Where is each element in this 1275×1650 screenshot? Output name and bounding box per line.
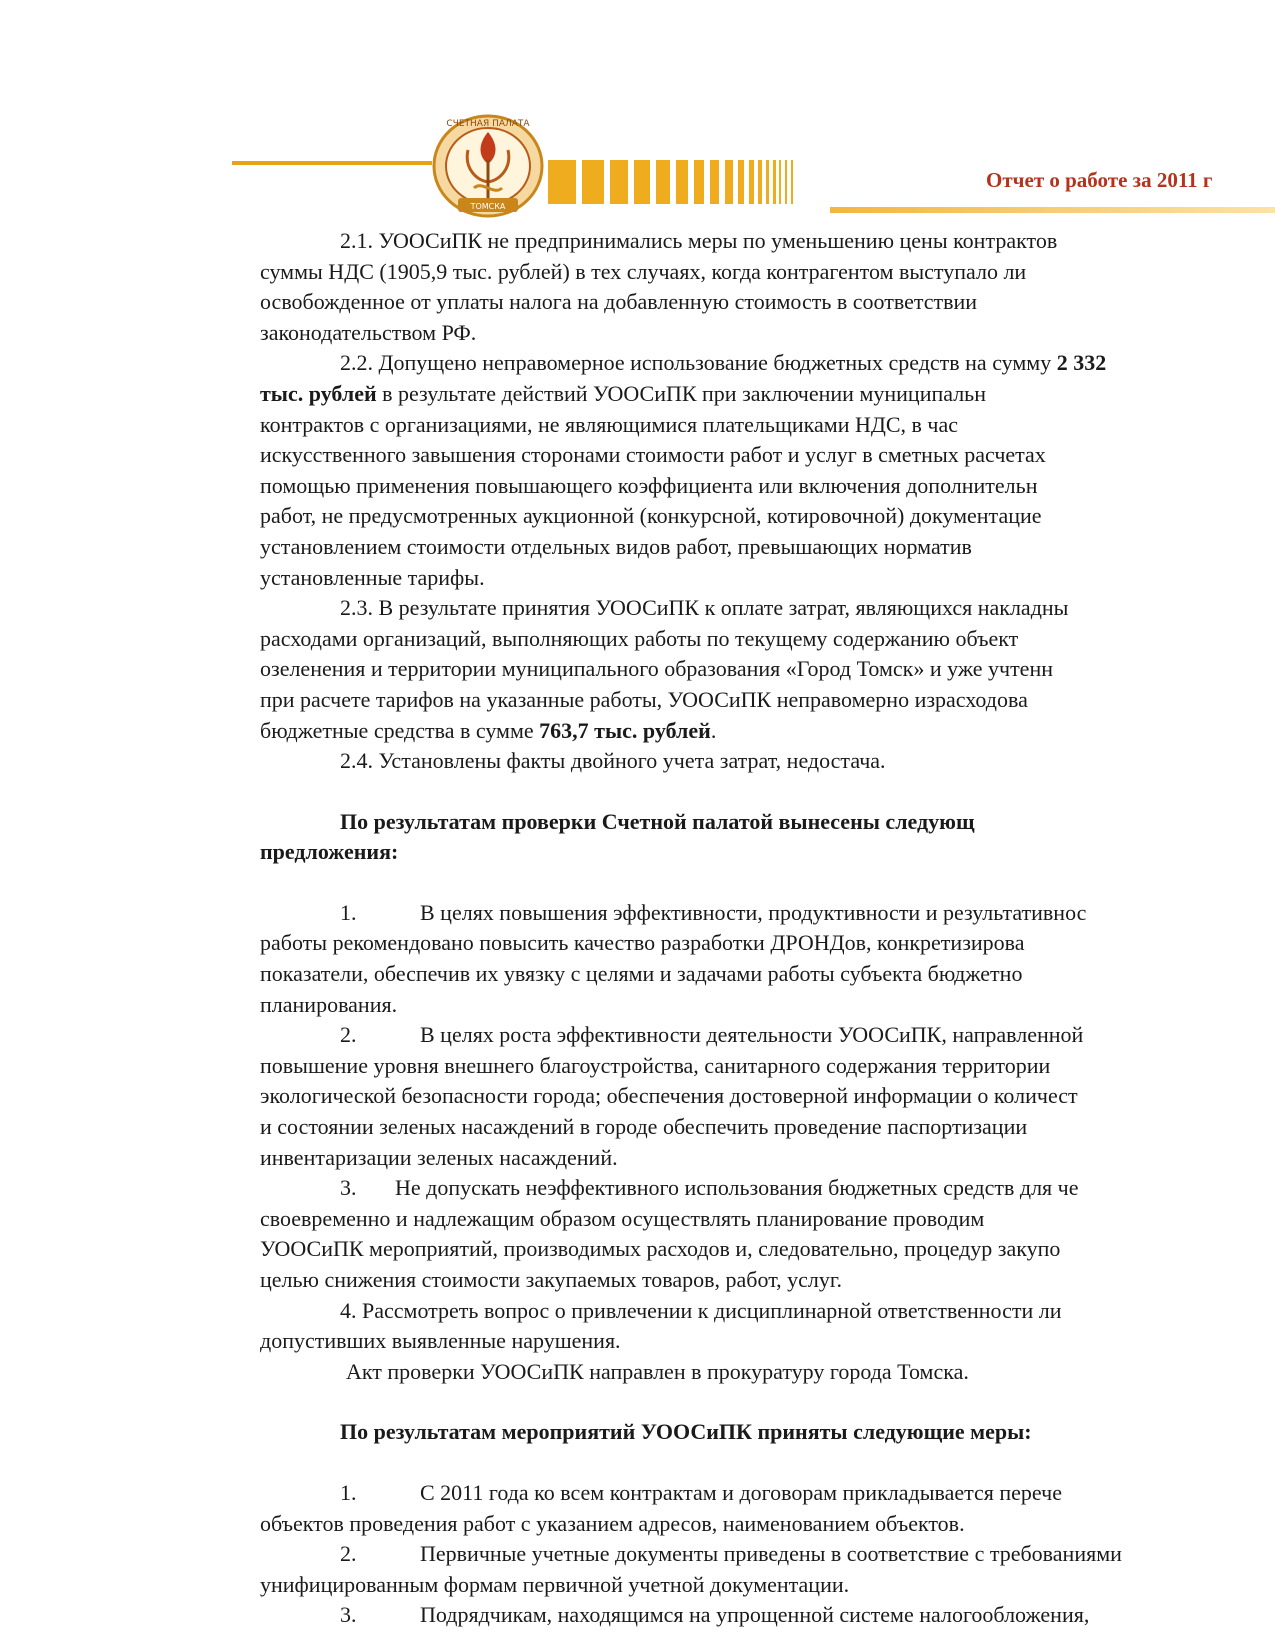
svg-text:СЧЕТНАЯ ПАЛАТА: СЧЕТНАЯ ПАЛАТА	[446, 119, 530, 129]
recommendation-4-line: 4. Рассмотреть вопрос о привлечении к дисциплинарной ответственности ли	[340, 1297, 1062, 1323]
section-heading-proposals: По результатам проверки Счетной палатой вынесены следующ	[340, 808, 975, 834]
act-sent-note: Акт проверки УООСиПК направлен в прокуратуру города Томска.	[346, 1358, 969, 1384]
para-2-2-line: 2.2. Допущено неправомерное использование бюджетных средств на сумму 2 332	[340, 350, 1107, 376]
para-2-1-line: суммы НДС (1905,9 тыс. рублей) в тех случаях, когда контрагентом выступало ли	[260, 258, 1027, 284]
para-2-2-line: работ, не предусмотренных аукционной (конкурсной, котировочной) документацие	[260, 503, 1042, 529]
para-2-2-line: тыс. рублей в результате действий УООСиПК при заключении муниципальн	[260, 380, 986, 406]
header-stripes	[548, 160, 838, 204]
measure-1-line: объектов проведения работ с указанием адресов, наименованием объектов.	[260, 1510, 965, 1536]
measure-2-line: 2. Первичные учетные документы приведены в соответствие с требованиями	[340, 1541, 1122, 1567]
spacer	[260, 1448, 1275, 1478]
section-heading-proposals: предложения:	[260, 839, 399, 865]
recommendation-2-line: инвентаризации зеленых насаждений.	[260, 1144, 618, 1170]
para-2-2-line: контрактов с организациями, не являющимися плательщиками НДС, в час	[260, 411, 959, 437]
document-body	[260, 226, 1275, 1631]
recommendation-2-line: повышение уровня внешнего благоустройства, санитарного содержания территории	[260, 1052, 1051, 1078]
para-2-2-line: искусственного завышения сторонами стоимости работ и услуг в сметных расчетах	[260, 442, 1046, 468]
spacer	[260, 868, 1275, 898]
spacer	[260, 777, 1275, 807]
para-2-2-line: установлением стоимости отдельных видов работ, превышающих норматив	[260, 533, 972, 559]
recommendation-3-line: своевременно и надлежащим образом осуществлять планирование проводим	[260, 1205, 985, 1231]
para-2-1-line: освобожденное от уплаты налога на добавленную стоимость в соответствии	[260, 289, 978, 315]
section-heading-measures: По результатам мероприятий УООСиПК приняты следующие меры:	[340, 1419, 1032, 1445]
recommendation-3-line: УООСиПК мероприятий, производимых расходов и, следовательно, процедур закупо	[260, 1236, 1061, 1262]
para-2-3-line: расходами организаций, выполняющих работы по текущему содержанию объект	[260, 625, 1019, 651]
report-title: Отчет о работе за 2011 г	[986, 168, 1213, 192]
measure-3-line: 3. Подрядчикам, находящимся на упрощенной системе налогообложения,	[340, 1602, 1090, 1628]
spacer	[260, 1387, 1275, 1417]
header-rule-right	[830, 207, 1275, 213]
para-2-2-line: помощью применения повышающего коэффициента или включения дополнительн	[260, 472, 1038, 498]
chamber-emblem-icon	[428, 110, 548, 222]
recommendation-4-line: допустивших выявленные нарушения.	[260, 1328, 621, 1354]
recommendation-2-line: и состоянии зеленых насаждений в городе обеспечить проведение паспортизации	[260, 1114, 1028, 1140]
para-2-3-line: озеленения и территории муниципального образования «Город Томск» и уже учтенн	[260, 656, 1053, 682]
para-2-3-line: бюджетные средства в сумме 763,7 тыс. рублей.	[260, 717, 717, 743]
measure-1-line: 1. С 2011 года ко всем контрактам и договорам прикладывается перече	[340, 1479, 1062, 1505]
svg-text:ТОМСКА: ТОМСКА	[470, 202, 506, 211]
recommendation-1-line: показатели, обеспечив их увязку с целями и задачами работы субъекта бюджетно	[260, 961, 1023, 987]
recommendation-1-line: 1. В целях повышения эффективности, продуктивности и результативнос	[340, 899, 1087, 925]
para-2-4: 2.4. Установлены факты двойного учета затрат, недостача.	[340, 748, 886, 774]
amount-bold: 763,7 тыс. рублей	[539, 717, 711, 743]
recommendation-1-line: планирования.	[260, 991, 398, 1017]
para-2-1-line: 2.1. УООСиПК не предпринимались меры по уменьшению цены контрактов	[340, 228, 1058, 253]
amount-bold: 2 332	[1056, 350, 1107, 376]
recommendation-2-line: 2. В целях роста эффективности деятельности УООСиПК, направленной	[340, 1022, 1084, 1048]
measure-2-line: унифицированным формам первичной учетной документации.	[260, 1571, 850, 1597]
para-2-1-line: законодательством РФ.	[260, 319, 477, 345]
para-2-3-line: 2.3. В результате принятия УООСиПК к оплате затрат, являющихся накладны	[340, 595, 1069, 621]
recommendation-3-line: целью снижения стоимости закупаемых товаров, работ, услуг.	[260, 1267, 842, 1292]
recommendation-2-line: экологической безопасности города; обеспечения достоверной информации о количест	[260, 1083, 1078, 1109]
amount-unit-bold: тыс. рублей	[260, 380, 377, 406]
page-header	[0, 0, 1275, 225]
header-rule-left	[232, 161, 432, 165]
recommendation-3-line: 3. Не допускать неэффективного использования бюджетных средств для че	[340, 1175, 1079, 1201]
para-2-2-line: установленные тарифы.	[260, 564, 485, 590]
para-2-3-line: при расчете тарифов на указанные работы, УООСиПК неправомерно израсходова	[260, 686, 1028, 712]
recommendation-1-line: работы рекомендовано повысить качество разработки ДРОНДов, конкретизирова	[260, 930, 1025, 956]
